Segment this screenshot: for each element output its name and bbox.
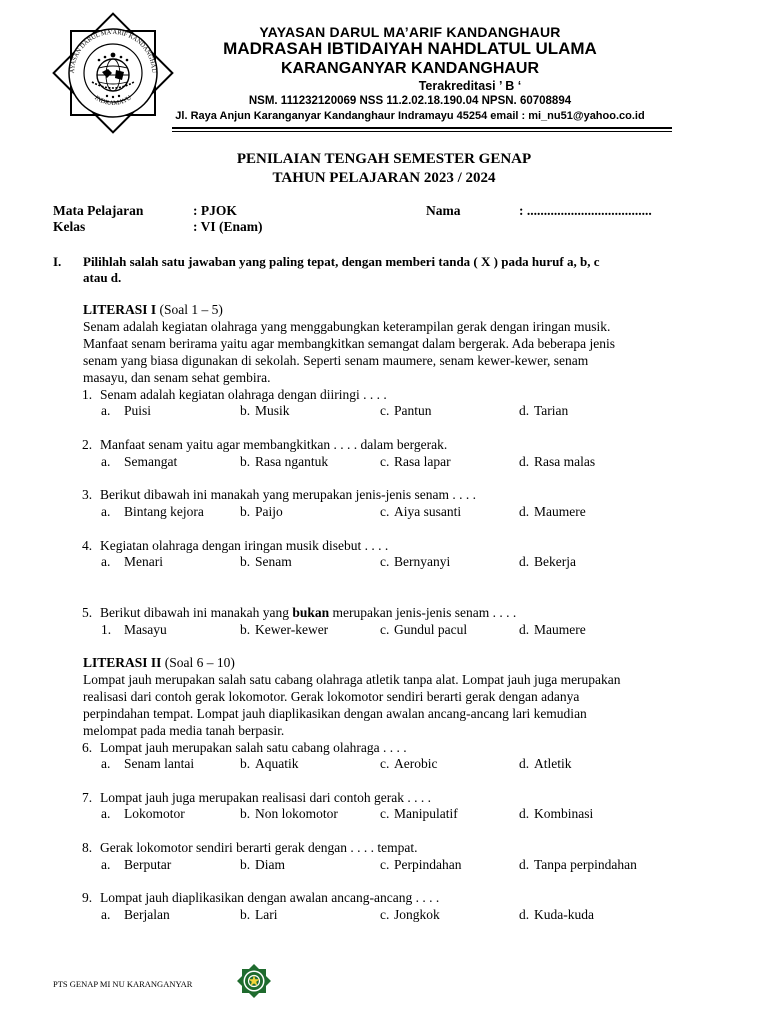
madrasah-emblem-icon (235, 962, 273, 1000)
option-text[interactable]: Perpindahan (394, 857, 462, 872)
option-text[interactable]: Gundul pacul (394, 622, 468, 637)
option-letter[interactable]: b. (240, 504, 251, 519)
option-letter[interactable]: d. (519, 504, 530, 519)
option-text[interactable]: Menari (124, 554, 163, 569)
option-letter[interactable]: b. (240, 554, 251, 569)
class-value: : VI (Enam) (193, 219, 263, 234)
option-text[interactable]: Jongkok (394, 907, 440, 922)
letterhead-identifiers: NSM. 111232120069 NSS 11.2.02.18.190.04 NPSN. 60708894 (248, 95, 572, 107)
question-3 (82, 487, 476, 503)
question-text: Lompat jauh diaplikasikan dengan awalan ancang-ancang . . . . (100, 890, 440, 905)
option-text[interactable]: Semangat (124, 454, 178, 469)
subject-label: Mata Pelajaran (53, 203, 144, 218)
option-letter[interactable]: d. (519, 622, 530, 637)
question-text: Kegiatan olahraga dengan iringan musik disebut . . . . (100, 538, 389, 553)
seal-ring-top-text: AYASAN DARUL MA'ARIF KANDANGHAU (68, 28, 158, 74)
instruction-number: I. (53, 254, 62, 269)
passage-line: Senam adalah kegiatan olahraga yang menggabungkan keterampilan gerak dengan iringan musik. (83, 319, 611, 334)
option-text[interactable]: Senam (255, 554, 292, 569)
option-letter[interactable]: a. (101, 907, 111, 922)
option-text[interactable]: Pantun (394, 403, 432, 418)
option-text[interactable]: Paijo (255, 504, 283, 519)
question-number: 5. (82, 605, 93, 620)
question-text: Senam adalah kegiatan olahraga dengan diiringi . . . . (100, 387, 387, 402)
option-letter[interactable]: a. (101, 554, 111, 569)
option-letter[interactable]: c. (380, 403, 390, 418)
question-number: 6. (82, 740, 93, 755)
passage-line: melompat pada media tanah berpasir. (83, 723, 285, 738)
subject-value: : PJOK (193, 203, 237, 218)
passage-line: perpindahan tempat. Lompat jauh diaplikasikan dengan awalan ancang-ancang lari kemudian (83, 706, 587, 721)
option-letter[interactable]: c. (380, 504, 390, 519)
option-text[interactable]: Lari (255, 907, 278, 922)
question-7 (82, 790, 431, 806)
option-letter[interactable]: c. (380, 907, 390, 922)
option-text[interactable]: Atletik (534, 756, 572, 771)
question-number: 8. (82, 840, 93, 855)
option-text[interactable]: Musik (255, 403, 290, 418)
option-letter[interactable]: b. (240, 403, 251, 418)
exam-title: PENILAIAN TENGAH SEMESTER GENAP (236, 151, 532, 167)
passage-line: masayu, dan senam sehat gembira. (83, 370, 271, 385)
question-number: 7. (82, 790, 93, 805)
option-text[interactable]: Tanpa perpindahan (534, 857, 637, 872)
option-text[interactable]: Puisi (124, 403, 152, 418)
option-letter[interactable]: c. (380, 554, 390, 569)
section-heading: LITERASI I (83, 302, 157, 317)
passage-line: Manfaat senam berirama yaitu agar membangkitkan semangat dalam bergerak. Ada beberapa jenis (83, 336, 616, 351)
option-letter[interactable]: a. (101, 454, 111, 469)
option-letter[interactable]: b. (240, 454, 251, 469)
letterhead-divider (172, 127, 672, 129)
question-number: 1. (82, 387, 93, 402)
option-text[interactable]: Kombinasi (534, 806, 594, 821)
option-letter[interactable]: d. (519, 806, 530, 821)
exam-academic-year: TAHUN PELAJARAN 2023 / 2024 (272, 170, 496, 186)
question-number: 3. (82, 487, 93, 502)
question-number: 2. (82, 437, 93, 452)
name-field[interactable]: : ..................................... (519, 203, 652, 218)
option-letter[interactable]: d. (519, 756, 530, 771)
option-text[interactable]: Lokomotor (124, 806, 185, 821)
option-text[interactable]: Bintang kejora (124, 504, 204, 519)
letterhead-location: KARANGANYAR KANDANGHAUR (280, 60, 540, 77)
option-letter[interactable]: 1. (101, 622, 112, 637)
option-letter[interactable]: b. (240, 756, 251, 771)
option-text[interactable]: Kewer-kewer (255, 622, 329, 637)
option-letter[interactable]: a. (101, 806, 111, 821)
option-text[interactable]: Maumere (534, 622, 586, 637)
option-text[interactable]: Rasa ngantuk (255, 454, 329, 469)
option-text[interactable]: Non lokomotor (255, 806, 338, 821)
option-text[interactable]: Diam (255, 857, 285, 872)
option-text[interactable]: Aquatik (255, 756, 299, 771)
option-text[interactable]: Berputar (124, 857, 172, 872)
letterhead-school-name: MADRASAH IBTIDAIYAH NAHDLATUL ULAMA (223, 39, 597, 58)
question-number: 4. (82, 538, 93, 553)
option-text[interactable]: Bekerja (534, 554, 576, 569)
question-text: Berikut dibawah ini manakah yang merupakan jenis-jenis senam . . . . (100, 487, 477, 502)
option-letter[interactable]: a. (101, 756, 111, 771)
option-text[interactable]: Aerobic (394, 756, 438, 771)
question-text: Manfaat senam yaitu agar membangkitkan . . . . dalam bergerak. (100, 437, 448, 452)
option-letter[interactable]: d. (519, 454, 530, 469)
question-6 (82, 740, 407, 756)
letterhead-divider-thin (172, 131, 672, 132)
question-number: 9. (82, 890, 93, 905)
option-letter[interactable]: c. (380, 622, 390, 637)
option-letter[interactable]: c. (380, 454, 390, 469)
passage-line: realisasi dari contoh gerak lokomotor. Gerak lokomotor sendiri berarti gerak dengan adanya (83, 689, 580, 704)
option-letter[interactable]: b. (240, 622, 251, 637)
question-text: Berikut dibawah ini manakah yang (100, 605, 293, 620)
letterhead-address: Jl. Raya Anjun Karanganyar Kandanghaur Indramayu 45254 email : mi_nu51@yahoo.co.id (175, 110, 645, 122)
option-text[interactable]: Berjalan (124, 907, 170, 922)
option-letter[interactable]: b. (240, 907, 251, 922)
option-letter[interactable]: c. (380, 806, 390, 821)
question-9 (82, 890, 439, 906)
letterhead-accreditation: Terakreditasi ’ B ‘ (418, 79, 522, 93)
section-heading-literasi-1 (83, 302, 223, 318)
question-text-end: merupakan jenis-jenis senam . . . . (329, 605, 517, 620)
section-range: (Soal 6 – 10) (161, 655, 235, 670)
option-text[interactable]: Maumere (534, 504, 586, 519)
option-letter[interactable]: a. (101, 504, 111, 519)
section-heading: LITERASI II (83, 655, 162, 670)
option-letter[interactable]: d. (519, 857, 530, 872)
option-letter[interactable]: d. (519, 554, 530, 569)
question-text: Gerak lokomotor sendiri berarti gerak dengan . . . . tempat. (100, 840, 418, 855)
option-letter[interactable]: b. (240, 806, 251, 821)
option-letter[interactable]: d. (519, 907, 530, 922)
instruction-text-cont: atau d. (83, 270, 122, 285)
instruction-text: Pilihlah salah satu jawaban yang paling tepat, dengan memberi tanda ( X ) pada huruf a, b, c (83, 254, 600, 269)
option-letter[interactable]: a. (101, 857, 111, 872)
question-1 (82, 387, 387, 403)
class-label: Kelas (53, 219, 86, 234)
option-text[interactable]: Tarian (534, 403, 569, 418)
letterhead-foundation: YAYASAN DARUL MA’ARIF KANDANGHAUR (259, 24, 561, 40)
section-heading-literasi-2 (83, 655, 235, 671)
option-text[interactable]: Aiya susanti (394, 504, 462, 519)
option-text[interactable]: Masayu (124, 622, 167, 637)
question-text: Lompat jauh juga merupakan realisasi dari contoh gerak . . . . (100, 790, 432, 805)
footer-text: PTS GENAP MI NU KARANGANYAR (53, 979, 193, 989)
option-text[interactable]: Rasa lapar (394, 454, 451, 469)
question-emphasis: bukan (292, 605, 330, 620)
option-letter[interactable]: c. (380, 756, 390, 771)
passage-line: Lompat jauh merupakan salah satu cabang olahraga atletik tanpa alat. Lompat jauh juga merupakan (83, 672, 621, 687)
question-4 (82, 538, 388, 554)
option-text[interactable]: Senam lantai (124, 756, 195, 771)
option-letter[interactable]: d. (519, 403, 530, 418)
seal-ring-bottom-text: INDRAMAYU (93, 94, 133, 108)
option-text[interactable]: Rasa malas (534, 454, 596, 469)
question-5 (82, 605, 516, 621)
passage-line: senam yang biasa digunakan di sekolah. Seperti senam maumere, senam kewer-kewer, senam (83, 353, 589, 368)
question-text: Lompat jauh merupakan salah satu cabang olahraga . . . . (100, 740, 407, 755)
question-2 (82, 437, 447, 453)
option-letter[interactable]: a. (101, 403, 111, 418)
option-letter[interactable]: b. (240, 857, 251, 872)
option-text[interactable]: Bernyanyi (394, 554, 451, 569)
option-text[interactable]: Kuda-kuda (534, 907, 594, 922)
section-range: (Soal 1 – 5) (156, 302, 223, 317)
option-letter[interactable]: c. (380, 857, 390, 872)
name-label: Nama (426, 203, 461, 218)
question-8 (82, 840, 418, 856)
option-text[interactable]: Manipulatif (394, 806, 458, 821)
